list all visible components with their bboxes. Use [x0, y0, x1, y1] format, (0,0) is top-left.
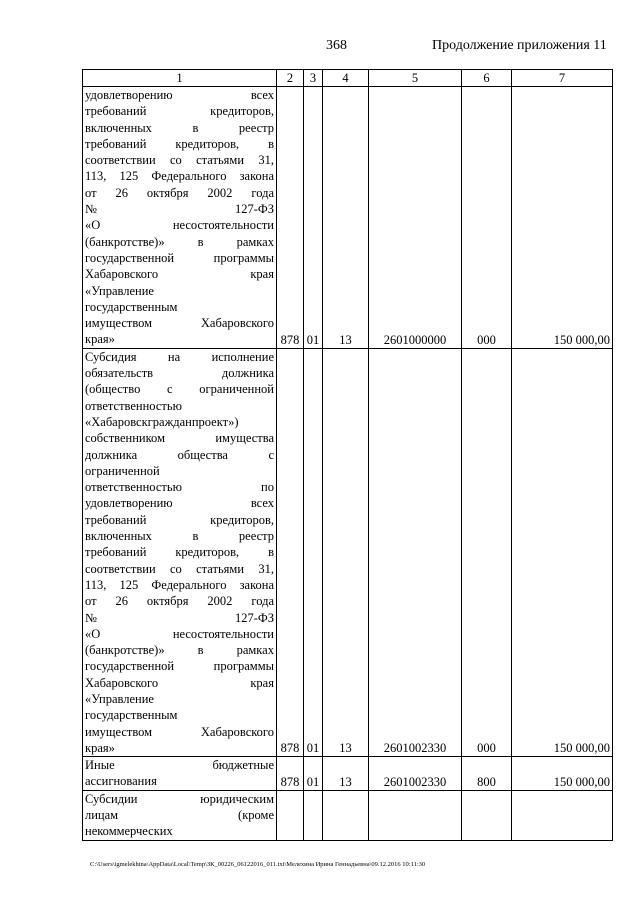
cell-c7: 150 000,00 — [512, 757, 613, 791]
description-line: некоммерческих — [85, 824, 173, 839]
description-line: № 127-ФЗ — [85, 202, 274, 217]
cell-c6: 000 — [462, 87, 512, 349]
cell-c5: 2601002330 — [369, 348, 462, 756]
column-header: 6 — [462, 70, 512, 87]
cell-c7: 150 000,00 — [512, 348, 613, 756]
description-line: государственной программы — [85, 659, 274, 674]
cell-c2 — [277, 790, 304, 840]
description-line: «Хабаровскгражданпроект») — [85, 414, 239, 429]
cell-c3: 01 — [304, 87, 323, 349]
cell-c5: 2601002330 — [369, 757, 462, 791]
description-line: № 127-ФЗ — [85, 610, 274, 625]
table-row — [83, 790, 613, 840]
cell-c4 — [323, 790, 369, 840]
table-row — [83, 87, 613, 349]
description-line: государственным — [85, 299, 178, 314]
cell-c7: 150 000,00 — [512, 87, 613, 349]
description-line: Хабаровского края — [85, 675, 274, 690]
cell-c7 — [512, 790, 613, 840]
cell-c2: 878 — [277, 348, 304, 756]
cell-c2: 878 — [277, 87, 304, 349]
column-header: 1 — [83, 70, 277, 87]
description-line: имуществом Хабаровского — [85, 316, 274, 331]
description-line: 113, 125 Федерального закона — [85, 577, 274, 592]
description-line: Субсидии юридическим — [85, 791, 274, 806]
file-path-footer: C:\Users\igmelekhina\AppData\Local\Temp\ЗК_00226_06122016_011.txt\Мелехина Ирина Геннадьевна\09.12.2016 10:11:30 — [90, 861, 426, 868]
description-line: должника общества с — [85, 447, 274, 462]
column-header: 3 — [304, 70, 323, 87]
column-header: 5 — [369, 70, 462, 87]
description-line: Иные бюджетные — [85, 758, 274, 773]
description-line: государственной программы — [85, 250, 274, 265]
row-description — [83, 790, 277, 840]
cell-c6: 800 — [462, 757, 512, 791]
description-line: государственным — [85, 708, 178, 723]
description-line: соответствии со статьями 31, — [85, 153, 274, 168]
cell-c3: 01 — [304, 348, 323, 756]
cell-c5 — [369, 790, 462, 840]
description-line: Субсидия на исполнение — [85, 349, 274, 364]
cell-c4: 13 — [323, 348, 369, 756]
cell-c3: 01 — [304, 757, 323, 791]
description-line: (банкротстве)» в рамках — [85, 234, 274, 249]
description-line: удовлетворению всех — [85, 496, 274, 511]
appendix-continuation-label: Продолжение приложения 11 — [432, 38, 607, 53]
table-row — [83, 757, 613, 791]
description-line: требований кредиторов, в — [85, 545, 274, 560]
description-line: (банкротстве)» в рамках — [85, 643, 274, 658]
description-line: ассигнования — [85, 774, 157, 789]
description-line: собственником имущества — [85, 431, 274, 446]
description-line: ответственностью — [85, 398, 182, 413]
description-line: ответственностью по — [85, 480, 274, 495]
description-line: 113, 125 Федерального закона — [85, 169, 274, 184]
cell-c6 — [462, 790, 512, 840]
description-line: требований кредиторов, — [85, 512, 274, 527]
description-line: включенных в реестр — [85, 529, 274, 544]
column-header: 2 — [277, 70, 304, 87]
description-line: имуществом Хабаровского — [85, 724, 274, 739]
description-line: от 26 октября 2002 года — [85, 594, 274, 609]
cell-c4: 13 — [323, 87, 369, 349]
description-line: обязательств должника — [85, 366, 274, 381]
description-line: «Управление — [85, 691, 154, 706]
description-line: требований кредиторов, в — [85, 136, 274, 151]
cell-c4: 13 — [323, 757, 369, 791]
description-line: включенных в реестр — [85, 120, 274, 135]
description-line: «О несостоятельности — [85, 626, 274, 641]
description-line: (общество с ограниченной — [85, 382, 274, 397]
row-description — [83, 348, 277, 756]
description-line: Хабаровского края — [85, 267, 274, 282]
description-line: удовлетворению всех — [85, 88, 274, 102]
description-line: края» — [85, 332, 115, 347]
description-line: требований кредиторов, — [85, 104, 274, 119]
description-line: от 26 октября 2002 года — [85, 185, 274, 200]
description-line: лицам (кроме — [85, 808, 274, 823]
description-line: ограниченной — [85, 463, 160, 478]
table-row — [83, 348, 613, 756]
row-description — [83, 87, 277, 349]
cell-c5: 2601000000 — [369, 87, 462, 349]
column-number-row — [83, 70, 613, 87]
page-number: 368 — [326, 38, 347, 53]
cell-c6: 000 — [462, 348, 512, 756]
row-description — [83, 757, 277, 791]
description-line: края» — [85, 740, 115, 755]
cell-c3 — [304, 790, 323, 840]
description-line: «О несостоятельности — [85, 218, 274, 233]
description-line: соответствии со статьями 31, — [85, 561, 274, 576]
cell-c2: 878 — [277, 757, 304, 791]
column-header: 4 — [323, 70, 369, 87]
description-line: «Управление — [85, 283, 154, 298]
budget-table — [82, 69, 613, 841]
column-header: 7 — [512, 70, 613, 87]
